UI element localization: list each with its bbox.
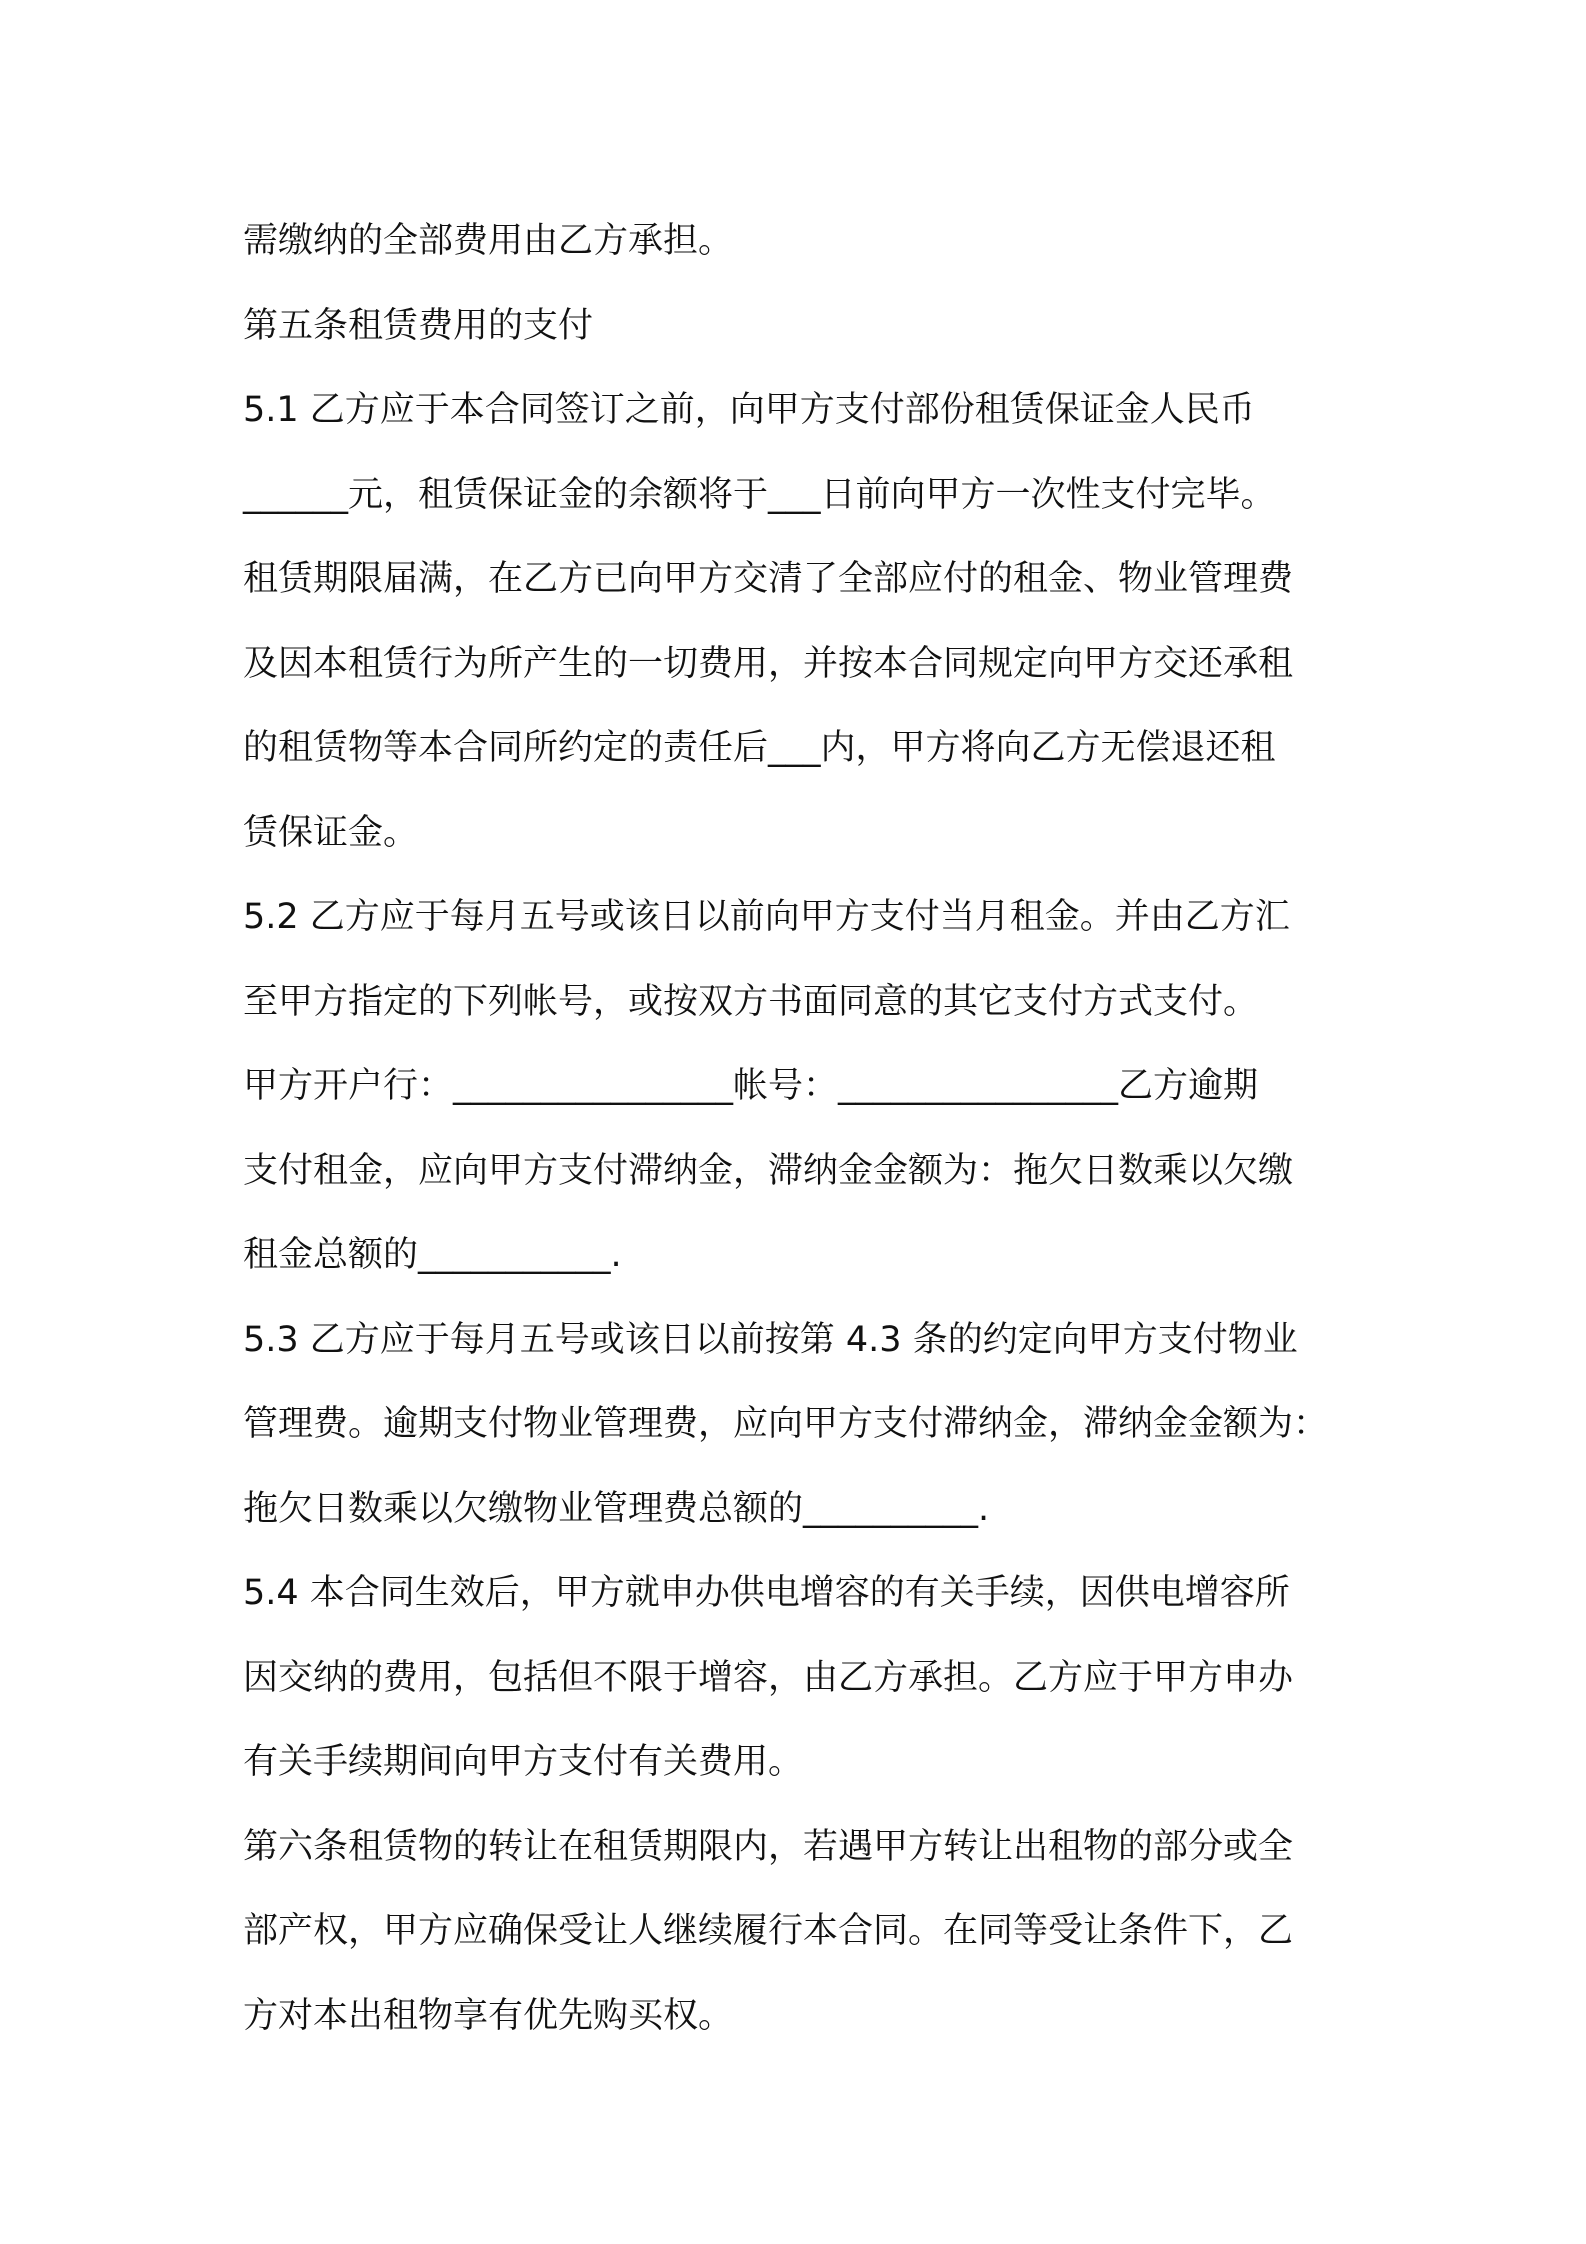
text-line-7: 的租赁物等本合同所约定的责任后___内，甲方将向乙方无偿退还租 — [243, 728, 1276, 768]
text-line-10: 至甲方指定的下列帐号，或按双方书面同意的其它支付方式支付。 — [243, 981, 1259, 1022]
text-line-11: 甲方开户行：________________帐号：________________乙方逾期 — [243, 1066, 1259, 1106]
text-line-3: 5.1 乙方应于本合同签订之前，向甲方支付部份租赁保证金人民币 — [243, 390, 1255, 430]
text-line-9: 5.2 乙方应于每月五号或该日以前向甲方支付当月租金。并由乙方汇 — [243, 897, 1290, 937]
section-heading-5: 第五条租赁费用的支付 — [243, 305, 594, 346]
text-line-12: 支付租金，应向甲方支付滞纳金，滞纳金金额为：拖欠日数乘以欠缴 — [243, 1150, 1294, 1191]
text-line-18: 因交纳的费用，包括但不限于增容，由乙方承担。乙方应于甲方申办 — [243, 1657, 1294, 1698]
contract-text — [243, 199, 1363, 2058]
text-line-19: 有关手续期间向甲方支付有关费用。 — [243, 1742, 804, 1782]
section-heading-6: 第六条租赁物的转让在租赁期限内，若遇甲方转让出租物的部分或全 — [243, 1826, 1294, 1867]
text-line-13: 租金总额的___________. — [243, 1235, 622, 1275]
text-line-15: 管理费。逾期支付物业管理费，应向甲方支付滞纳金，滞纳金金额为： — [243, 1404, 1329, 1444]
text-line-8: 赁保证金。 — [243, 812, 419, 853]
text-line-17: 5.4 本合同生效后，甲方就申办供电增容的有关手续，因供电增容所 — [243, 1573, 1290, 1613]
text-line-22: 方对本出租物享有优先购买权。 — [243, 1995, 734, 2036]
text-line-1: 需缴纳的全部费用由乙方承担。 — [243, 221, 734, 261]
text-line-6: 及因本租赁行为所产生的一切费用，并按本合同规定向甲方交还承租 — [243, 643, 1294, 684]
text-line-21: 部产权，甲方应确保受让人继续履行本合同。在同等受让条件下，乙 — [243, 1911, 1294, 1951]
text-line-4: ______元，租赁保证金的余额将于___日前向甲方一次性支付完毕。 — [243, 474, 1276, 515]
text-line-14: 5.3 乙方应于每月五号或该日以前按第 4.3 条的约定向甲方支付物业 — [243, 1319, 1298, 1360]
text-line-16: 拖欠日数乘以欠缴物业管理费总额的__________. — [243, 1488, 990, 1529]
text-line-5: 租赁期限届满，在乙方已向甲方交清了全部应付的租金、物业管理费 — [243, 559, 1294, 599]
